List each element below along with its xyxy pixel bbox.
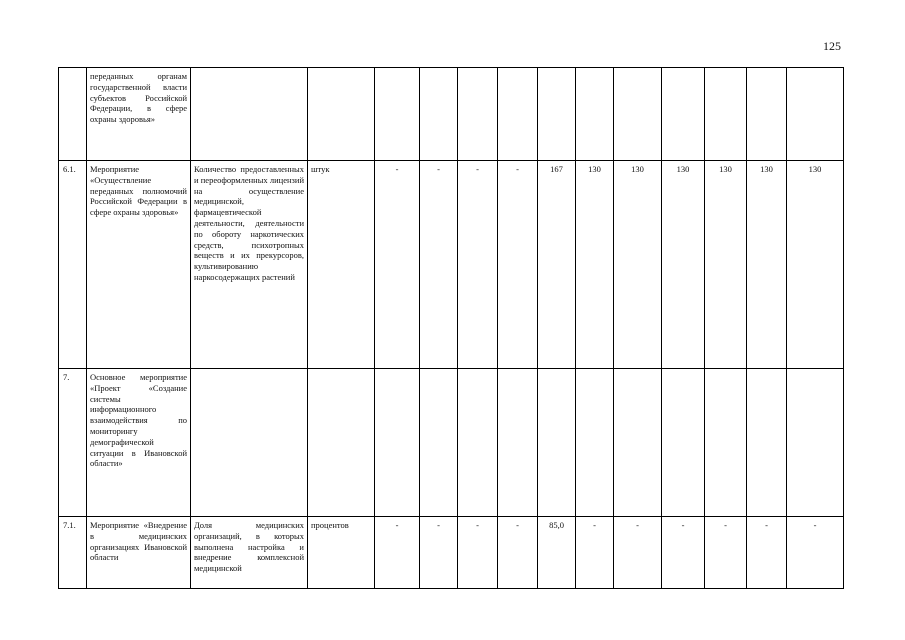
value-cell: -	[662, 517, 705, 589]
value-cell: -	[420, 517, 458, 589]
indicator-name-cell: Количество предоставленных и переоформленных лицензий на осуществление медицинской, фармацевтической деятельности, деятельности по обороту наркотических средств, психотропных веществ и их прекурсоров, культивированию наркосодержащих растений	[191, 161, 308, 369]
value-cell: -	[498, 161, 538, 369]
value-cell: -	[787, 517, 844, 589]
value-cell: -	[747, 517, 787, 589]
value-cell	[458, 369, 498, 517]
value-cell: -	[375, 161, 420, 369]
value-cell	[662, 68, 705, 161]
event-name-cell: Мероприятие «Внедрение в медицинских организациях Ивановской области	[87, 517, 191, 589]
value-cell: -	[458, 161, 498, 369]
value-cell	[498, 369, 538, 517]
value-cell: 130	[662, 161, 705, 369]
value-cell	[747, 68, 787, 161]
indicator-name-cell	[191, 68, 308, 161]
unit-cell	[308, 369, 375, 517]
value-cell	[375, 68, 420, 161]
value-cell	[498, 68, 538, 161]
row-number-cell: 6.1.	[59, 161, 87, 369]
value-cell: 130	[747, 161, 787, 369]
value-cell: 130	[705, 161, 747, 369]
event-name-cell: Мероприятие «Осуществление переданных полномочий Российской Федерации в сфере охраны здоровья»	[87, 161, 191, 369]
row-number-cell: 7.	[59, 369, 87, 517]
value-cell: 130	[787, 161, 844, 369]
value-cell: 130	[576, 161, 614, 369]
table-row	[59, 68, 844, 161]
page-number: 125	[823, 39, 841, 53]
value-cell	[787, 68, 844, 161]
row-number-cell	[59, 68, 87, 161]
row-number-cell: 7.1.	[59, 517, 87, 589]
event-name-cell: Основное мероприятие «Проект «Создание системы информационного взаимодействия по мониторингу демографической ситуации в Ивановской области»	[87, 369, 191, 517]
value-cell	[614, 369, 662, 517]
value-cell: 167	[538, 161, 576, 369]
table-row	[59, 161, 844, 369]
unit-cell: процентов	[308, 517, 375, 589]
value-cell: -	[420, 161, 458, 369]
value-cell: -	[375, 517, 420, 589]
value-cell	[787, 369, 844, 517]
value-cell: -	[498, 517, 538, 589]
table-row	[59, 369, 844, 517]
table-row	[59, 517, 844, 589]
value-cell	[576, 68, 614, 161]
value-cell: 85,0	[538, 517, 576, 589]
value-cell: -	[614, 517, 662, 589]
value-cell	[705, 369, 747, 517]
value-cell	[747, 369, 787, 517]
value-cell	[538, 369, 576, 517]
program-indicators-table	[58, 67, 844, 589]
value-cell	[458, 68, 498, 161]
value-cell	[375, 369, 420, 517]
value-cell: 130	[614, 161, 662, 369]
indicator-name-cell: Доля медицинских организаций, в которых выполнена настройка и внедрение комплексной медицинской	[191, 517, 308, 589]
value-cell: -	[458, 517, 498, 589]
value-cell	[705, 68, 747, 161]
value-cell	[576, 369, 614, 517]
event-name-cell: переданных органам государственной власти субъектов Российской Федерации, в сфере охраны здоровья»	[87, 68, 191, 161]
value-cell	[420, 68, 458, 161]
value-cell	[614, 68, 662, 161]
unit-cell	[308, 68, 375, 161]
value-cell: -	[705, 517, 747, 589]
value-cell	[662, 369, 705, 517]
value-cell: -	[576, 517, 614, 589]
unit-cell: штук	[308, 161, 375, 369]
indicator-name-cell	[191, 369, 308, 517]
value-cell	[420, 369, 458, 517]
value-cell	[538, 68, 576, 161]
